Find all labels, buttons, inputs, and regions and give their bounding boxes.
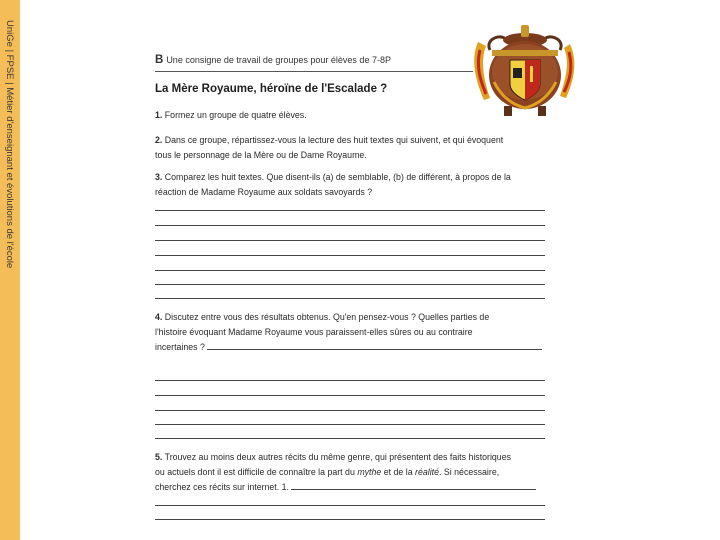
question-1-number: 1. — [155, 110, 163, 120]
answer-line[interactable] — [155, 284, 545, 285]
question-5-mythe: mythe — [357, 467, 382, 477]
answer-line[interactable] — [155, 438, 545, 439]
question-4 — [155, 310, 547, 355]
answer-line[interactable] — [155, 395, 545, 396]
question-5-line-2c: . Si nécessaire, — [439, 467, 500, 477]
answer-line[interactable] — [155, 410, 545, 411]
answer-line[interactable] — [155, 255, 545, 256]
question-2-line-2: tous le personnage de la Mère ou de Dame Royaume. — [155, 150, 367, 160]
answer-line[interactable] — [155, 270, 545, 271]
answer-line[interactable] — [155, 505, 545, 506]
answer-line[interactable] — [155, 424, 545, 425]
question-5-line-1: Trouvez au moins deux autres récits du même genre, qui présentent des faits historiques — [164, 452, 511, 462]
question-2-number: 2. — [155, 135, 163, 145]
question-2-line-1: Dans ce groupe, répartissez-vous la lecture des huit textes qui suivent, et qui évoquent — [164, 135, 504, 145]
header-text: Une consigne de travail de groupes pour élèves de 7-8P — [166, 55, 391, 65]
answer-line[interactable] — [155, 240, 545, 241]
sidebar-label: UniGe | FPSE | Métier d'enseignant et évolutions de l'école — [4, 20, 15, 269]
question-5-number: 5. — [155, 452, 163, 462]
question-1-text: Formez un groupe de quatre élèves. — [164, 110, 307, 120]
answer-line[interactable] — [155, 225, 545, 226]
worksheet-title: La Mère Royaume, héroïne de l'Escalade ? — [155, 83, 388, 95]
worksheet-header — [155, 54, 391, 66]
question-3-number: 3. — [155, 172, 163, 182]
question-3-line-1: Comparez les huit textes. Que disent-ils (a) de semblable, (b) de différent, à propos de la — [164, 172, 511, 182]
question-3-line-2: réaction de Madame Royaume aux soldats savoyards ? — [155, 187, 373, 197]
answer-line[interactable] — [155, 380, 545, 381]
question-4-line-3: incertaines ? — [155, 342, 205, 352]
header-rule — [155, 71, 473, 72]
question-5-line-3: cherchez ces récits sur internet. 1. — [155, 482, 289, 492]
question-2 — [155, 133, 547, 163]
answer-line[interactable] — [155, 519, 545, 520]
question-5-realite: réalité — [415, 467, 440, 477]
section-letter: B — [155, 54, 164, 66]
geneva-marmite-crest-icon — [470, 20, 580, 120]
answer-line[interactable] — [291, 489, 536, 490]
answer-line[interactable] — [155, 298, 545, 299]
answer-line[interactable] — [155, 210, 545, 211]
answer-line[interactable] — [207, 349, 542, 350]
question-5-line-2a: ou actuels dont il est difficile de connaître la part du — [155, 467, 355, 477]
sidebar-band — [0, 0, 20, 540]
question-4-number: 4. — [155, 312, 163, 322]
question-4-line-1: Discutez entre vous des résultats obtenus. Qu'en pensez-vous ? Quelles parties de — [164, 312, 490, 322]
question-3 — [155, 170, 547, 200]
question-4-line-2: l'histoire évoquant Madame Royaume vous paraissent-elles sûres ou au contraire — [155, 327, 473, 337]
question-5-line-2b: et de la — [383, 467, 413, 477]
question-5 — [155, 450, 547, 495]
